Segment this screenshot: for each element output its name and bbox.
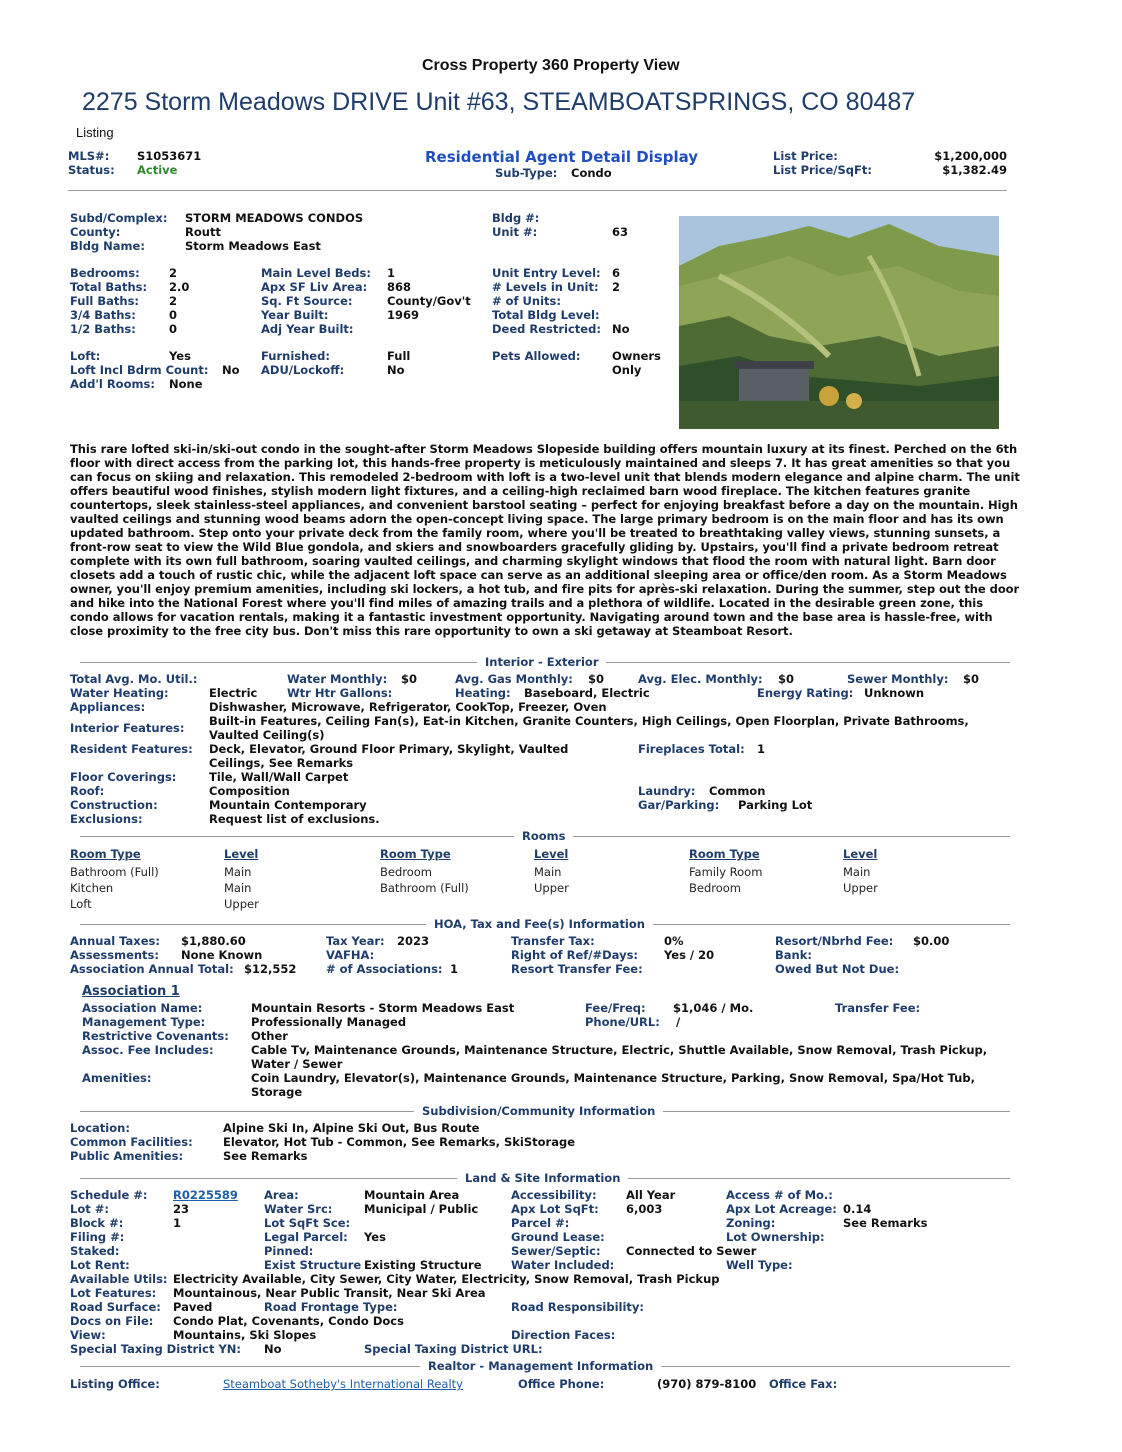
assoc-name-label: Association Name: (82, 1001, 203, 1015)
room-type: Kitchen (70, 881, 114, 895)
bldg-name-value: Storm Meadows East (185, 239, 321, 253)
total-baths-label: Total Baths: (70, 280, 148, 294)
fireplaces-value: 1 (757, 742, 766, 756)
amenities-line1: Coin Laundry, Elevator(s), Maintenance Grounds, Maintenance Structure, Parking, Snow Removal, Spa/Hot Tub, (251, 1071, 975, 1085)
lot-acreage-label: Apx Lot Acreage: (726, 1202, 837, 1216)
vafha-label: VAFHA: (326, 948, 375, 962)
docs-label: Docs on File: (70, 1314, 154, 1328)
heating-label: Heating: (455, 686, 511, 700)
area-label: Area: (264, 1188, 299, 1202)
gas-monthly-value: $0 (588, 672, 605, 686)
pets-value-line1: Owners (612, 349, 661, 363)
view-value: Mountains, Ski Slopes (173, 1328, 317, 1342)
road-surface-label: Road Surface: (70, 1300, 161, 1314)
bedrooms-label: Bedrooms: (70, 266, 140, 280)
accessibility-label: Accessibility: (511, 1188, 597, 1202)
mls-label: MLS#: (68, 149, 110, 163)
room-level: Upper (534, 881, 569, 895)
common-facilities-value: Elevator, Hot Tub - Common, See Remarks, SkiStorage (223, 1135, 576, 1149)
interior-features-line2: Vaulted Ceiling(s) (209, 728, 325, 742)
water-src-label: Water Src: (264, 1202, 333, 1216)
construction-label: Construction: (70, 798, 158, 812)
roof-label: Roof: (70, 784, 105, 798)
office-fax-label: Office Fax: (769, 1377, 838, 1391)
energy-value: Unknown (864, 686, 925, 700)
property-description: This rare lofted ski-in/ski-out condo in the sought-after Storm Meadows Slopeside building offers mountain luxury at its finest. Perched on the 6th floor with direct access from the parking lot, this hands-free property is meticulously maintained and sleeps 7. It has great amenities so that you can focus on skiing and relaxation. This remodeled 2-bedroom with loft is a two-level unit that blends modern elegance and alpine charm. The unit offers beautiful wood finishes, stylish modern light fixtures, and a ceiling-high reclaimed barn wood fireplace. The kitchen features granite countertops, sleek stainless-steel appliances, and convenient barstool seating – perfect for enjoying breakfast before a day on the mountain. High vaulted ceilings and stunning wood beams adorn the open-concept living space. The large primary bedroom is on the main floor and has its own updated bathroom. Step onto your private deck from the family room, where you'll be treated to breathtaking valley views, stunning sunsets, a front-row seat to view the Wild Blue gondola, and skiers and snowboarders gracefully gliding by. Upstairs, you'll find a private bedroom retreat complete with its own full bathroom, soaring vaulted ceilings, and charming skylight windows that flood the room with natural light. Barn door closets add a touch of rustic chic, while the adjacent loft space can serve as an additional sleeping area or office/den room. As a Storm Meadows owner, you'll enjoy premium amenities, including ski lockers, a hot tub, and fire pits for après-ski relaxation. During the summer, step out the door and hike into the National Forest where you'll find miles of amazing trails and a plethora of wildlife. Located in the desirable green zone, this condo allows for vacation rentals, making it a fantastic investment opportunity. Navigating around town and the base area is hassle-free, with close proximity to the free city bus. Don't miss this rare opportunity to own a ski getaway at Steamboat Resort. (70, 442, 1020, 638)
loft-label: Loft: (70, 349, 101, 363)
list-price-label: List Price: (773, 149, 838, 163)
fee-separator: / (721, 1001, 726, 1015)
energy-label: Energy Rating: (757, 686, 854, 700)
ground-lease-label: Ground Lease: (511, 1230, 605, 1244)
accessibility-value: All Year (626, 1188, 676, 1202)
wtr-gallons-label: Wtr Htr Gallons: (287, 686, 393, 700)
fireplaces-label: Fireplaces Total: (638, 742, 745, 756)
room-level: Main (534, 865, 562, 879)
heating-value: Baseboard, Electric (524, 686, 650, 700)
fee-amount: $1,046 (673, 1001, 718, 1015)
util-label: Total Avg. Mo. Util.: (70, 672, 198, 686)
list-price: $1,200,000 (934, 149, 1007, 163)
status-value: Active (137, 163, 178, 177)
fee-includes-line2: Water / Sewer (251, 1057, 343, 1071)
full-baths-value: 2 (169, 294, 178, 308)
floor-value: Tile, Wall/Wall Carpet (209, 770, 349, 784)
listing-office-label: Listing Office: (70, 1377, 160, 1391)
mountain-photo-image (679, 216, 999, 429)
resident-features-line1: Deck, Elevator, Ground Floor Primary, Skylight, Vaulted (209, 742, 569, 756)
room-level: Upper (843, 881, 878, 895)
pinned-label: Pinned: (264, 1244, 314, 1258)
year-built-value: 1969 (387, 308, 420, 322)
water-included-label: Water Included: (511, 1258, 615, 1272)
common-facilities-label: Common Facilities: (70, 1135, 193, 1149)
legal-parcel-value: Yes (364, 1230, 386, 1244)
lot-value: 23 (173, 1202, 190, 1216)
transfer-tax-value: 0% (664, 934, 684, 948)
construction-value: Mountain Contemporary (209, 798, 367, 812)
special-taxing-url-label: Special Taxing District URL: (364, 1342, 543, 1356)
association-title: Association 1 (82, 984, 180, 999)
assoc-phone-value: / (676, 1015, 681, 1029)
sewer-monthly-label: Sewer Monthly: (847, 672, 949, 686)
room-type: Bedroom (689, 881, 742, 895)
room-type-header: Room Type (70, 847, 141, 861)
addl-rooms-label: Add'l Rooms: (70, 377, 155, 391)
office-phone-value: (970) 879-8100 (657, 1377, 757, 1391)
pets-label: Pets Allowed: (492, 349, 581, 363)
room-level: Main (224, 881, 252, 895)
price-sqft-label: List Price/SqFt: (773, 163, 872, 177)
water-monthly-label: Water Monthly: (287, 672, 388, 686)
available-utils-label: Available Utils: (70, 1272, 168, 1286)
gas-monthly-label: Avg. Gas Monthly: (455, 672, 573, 686)
status-label: Status: (68, 163, 115, 177)
block-value: 1 (173, 1216, 182, 1230)
taxes-value: $1,880.60 (181, 934, 246, 948)
laundry-value: Common (709, 784, 766, 798)
covenants-value: Other (251, 1029, 288, 1043)
bedrooms-value: 2 (169, 266, 178, 280)
mgmt-value: Professionally Managed (251, 1015, 407, 1029)
interior-heading: Interior - Exterior (477, 655, 606, 669)
hoa-heading: HOA, Tax and Fee(s) Information (426, 917, 653, 931)
transfer-fee-label: Transfer Fee: (835, 1001, 921, 1015)
assoc-name-value: Mountain Resorts - Storm Meadows East (251, 1001, 515, 1015)
three-quarter-baths-value: 0 (169, 308, 178, 322)
sewer-monthly-value: $0 (963, 672, 980, 686)
view-label: View: (70, 1328, 106, 1342)
road-responsibility-label: Road Responsibility: (511, 1300, 645, 1314)
exclusions-value: Request list of exclusions. (209, 812, 380, 826)
price-sqft: $1,382.49 (942, 163, 1007, 177)
water-monthly-value: $0 (401, 672, 418, 686)
well-type-label: Well Type: (726, 1258, 793, 1272)
half-baths-label: 1/2 Baths: (70, 322, 136, 336)
tax-year-value: 2023 (397, 934, 430, 948)
exist-structure-label: Exist Structure (264, 1258, 362, 1272)
adu-value: No (387, 363, 405, 377)
room-level-header: Level (534, 847, 569, 861)
legal-parcel-label: Legal Parcel: (264, 1230, 348, 1244)
sf-source-label: Sq. Ft Source: (261, 294, 353, 308)
bank-label: Bank: (775, 948, 812, 962)
mgmt-label: Management Type: (82, 1015, 206, 1029)
amenities-label: Amenities: (82, 1071, 152, 1085)
entry-level-value: 6 (612, 266, 621, 280)
appliances-value: Dishwasher, Microwave, Refrigerator, CookTop, Freezer, Oven (209, 700, 607, 714)
garage-label: Gar/Parking: (638, 798, 720, 812)
full-baths-label: Full Baths: (70, 294, 140, 308)
roof-value: Composition (209, 784, 290, 798)
special-taxing-label: Special Taxing District YN: (70, 1342, 241, 1356)
units-label: # of Units: (492, 294, 561, 308)
adj-year-label: Adj Year Built: (261, 322, 354, 336)
assoc-phone-label: Phone/URL: (585, 1015, 660, 1029)
realtor-heading: Realtor - Management Information (420, 1359, 661, 1373)
parcel-label: Parcel #: (511, 1216, 570, 1230)
subtype-label: Sub-Type: (495, 166, 558, 180)
transfer-tax-label: Transfer Tax: (511, 934, 595, 948)
half-baths-value: 0 (169, 322, 178, 336)
zoning-value: See Remarks (843, 1216, 928, 1230)
assessments-label: Assessments: (70, 948, 159, 962)
access-months-label: Access # of Mo.: (726, 1188, 833, 1202)
listing-label: Listing (76, 125, 114, 140)
amenities-line2: Storage (251, 1085, 303, 1099)
elec-monthly-label: Avg. Elec. Monthly: (638, 672, 763, 686)
water-heating-value: Electric (209, 686, 258, 700)
sf-source-value: County/Gov't (387, 294, 471, 308)
loft-bdrm-value: No (222, 363, 240, 377)
adu-label: ADU/Lockoff: (261, 363, 345, 377)
room-type: Bathroom (Full) (380, 881, 469, 895)
room-level-header: Level (224, 847, 259, 861)
taxes-label: Annual Taxes: (70, 934, 160, 948)
rooms-heading: Rooms (514, 829, 573, 843)
garage-value: Parking Lot (738, 798, 813, 812)
owed-label: Owed But Not Due: (775, 962, 900, 976)
furnished-value: Full (387, 349, 411, 363)
laundry-label: Laundry: (638, 784, 696, 798)
tax-year-label: Tax Year: (326, 934, 385, 948)
schedule-label: Schedule #: (70, 1188, 148, 1202)
levels-label: # Levels in Unit: (492, 280, 599, 294)
exist-structure-value: Existing Structure (364, 1258, 482, 1272)
fee-value (673, 1001, 753, 1015)
loft-value: Yes (169, 349, 191, 363)
levels-value: 2 (612, 280, 621, 294)
furnished-label: Furnished: (261, 349, 330, 363)
subd-value: STORM MEADOWS CONDOS (185, 211, 364, 225)
lot-sqft-label: Apx Lot SqFt: (511, 1202, 599, 1216)
year-built-label: Year Built: (261, 308, 329, 322)
mls-number: S1053671 (137, 149, 202, 163)
county-label: County: (70, 225, 121, 239)
room-level: Upper (224, 897, 259, 911)
bldg-name-label: Bldg Name: (70, 239, 145, 253)
room-type-header: Room Type (689, 847, 760, 861)
lot-label: Lot #: (70, 1202, 109, 1216)
num-assoc-label: # of Associations: (326, 962, 443, 976)
fee-label: Fee/Freq: (585, 1001, 646, 1015)
lot-sqft-value: 6,003 (626, 1202, 663, 1216)
report-title: Cross Property 360 Property View (422, 57, 680, 74)
lot-features-label: Lot Features: (70, 1286, 157, 1300)
assessments-value: None Known (181, 948, 263, 962)
sf-value: 868 (387, 280, 412, 294)
location-label: Location: (70, 1121, 130, 1135)
schedule-link[interactable]: R0225589 (173, 1188, 238, 1202)
num-assoc-value: 1 (450, 962, 459, 976)
room-level: Main (224, 865, 252, 879)
display-title: Residential Agent Detail Display (425, 148, 699, 166)
property-address: 2275 Storm Meadows DRIVE Unit #63, STEAMBOATSPRINGS, CO 80487 (82, 88, 916, 116)
lot-features-value: Mountainous, Near Public Transit, Near Ski Area (173, 1286, 486, 1300)
interior-features-label: Interior Features: (70, 721, 185, 735)
exclusions-label: Exclusions: (70, 812, 143, 826)
road-surface-value: Paved (173, 1300, 213, 1314)
public-amenities-value: See Remarks (223, 1149, 308, 1163)
pets-value-line2: Only (612, 363, 642, 377)
public-amenities-label: Public Amenities: (70, 1149, 184, 1163)
appliances-label: Appliances: (70, 700, 146, 714)
room-level-header: Level (843, 847, 878, 861)
elec-monthly-value: $0 (778, 672, 795, 686)
land-heading: Land & Site Information (457, 1171, 628, 1185)
deed-label: Deed Restricted: (492, 322, 601, 336)
special-taxing-value: No (264, 1342, 282, 1356)
lot-rent-label: Lot Rent: (70, 1258, 130, 1272)
resort-fee-value: $0.00 (913, 934, 950, 948)
bldg-no-label: Bldg #: (492, 211, 540, 225)
lot-sqft-source-label: Lot SqFt Sce: (264, 1216, 351, 1230)
docs-value: Condo Plat, Covenants, Condo Docs (173, 1314, 404, 1328)
room-type-header: Room Type (380, 847, 451, 861)
lot-ownership-label: Lot Ownership: (726, 1230, 825, 1244)
location-value: Alpine Ski In, Alpine Ski Out, Bus Route (223, 1121, 480, 1135)
interior-features-line1: Built-in Features, Ceiling Fan(s), Eat-in Kitchen, Granite Counters, High Ceilings, Open Floorplan, Private Bathrooms, (209, 714, 969, 728)
resort-fee-label: Resort/Nbrhd Fee: (775, 934, 894, 948)
room-type: Family Room (689, 865, 763, 879)
fee-includes-label: Assoc. Fee Includes: (82, 1043, 214, 1057)
direction-label: Direction Faces: (511, 1328, 616, 1342)
main-beds-label: Main Level Beds: (261, 266, 371, 280)
three-quarter-baths-label: 3/4 Baths: (70, 308, 136, 322)
property-photo[interactable] (679, 216, 999, 429)
ref-value: Yes / 20 (664, 948, 715, 962)
listing-office-link[interactable]: Steamboat Sotheby's International Realty (223, 1377, 463, 1391)
sf-label: Apx SF Liv Area: (261, 280, 368, 294)
room-level: Main (843, 865, 871, 879)
subdivision-heading: Subdivision/Community Information (414, 1104, 663, 1118)
staked-label: Staked: (70, 1244, 120, 1258)
room-type: Bathroom (Full) (70, 865, 159, 879)
room-type: Bedroom (380, 865, 433, 879)
ref-label: Right of Ref/#Days: (511, 948, 639, 962)
block-label: Block #: (70, 1216, 124, 1230)
sewer-value: Connected to Sewer (626, 1244, 757, 1258)
subd-label: Subd/Complex: (70, 211, 168, 225)
office-phone-label: Office Phone: (518, 1377, 605, 1391)
unit-value: 63 (612, 225, 629, 239)
total-bldg-label: Total Bldg Level: (492, 308, 600, 322)
entry-level-label: Unit Entry Level: (492, 266, 601, 280)
unit-label: Unit #: (492, 225, 538, 239)
available-utils-value: Electricity Available, City Sewer, City Water, Electricity, Snow Removal, Trash Pickup (173, 1272, 720, 1286)
fee-frequency: Mo. (729, 1001, 754, 1015)
road-frontage-label: Road Frontage Type: (264, 1300, 398, 1314)
loft-bdrm-label: Loft Incl Bdrm Count: (70, 363, 209, 377)
fee-includes-line1: Cable Tv, Maintenance Grounds, Maintenance Structure, Electric, Shuttle Available, Snow Removal, Trash Pickup, (251, 1043, 988, 1057)
area-value: Mountain Area (364, 1188, 460, 1202)
assoc-total-label: Association Annual Total: (70, 962, 234, 976)
main-beds-value: 1 (387, 266, 396, 280)
resident-features-line2: Ceilings, See Remarks (209, 756, 354, 770)
summary-divider (68, 190, 1007, 191)
filing-label: Filing #: (70, 1230, 125, 1244)
addl-rooms-value: None (169, 377, 203, 391)
assoc-total-value: $12,552 (244, 962, 297, 976)
floor-label: Floor Coverings: (70, 770, 177, 784)
subtype-value: Condo (571, 166, 612, 180)
total-baths-value: 2.0 (169, 280, 190, 294)
lot-acreage-value: 0.14 (843, 1202, 872, 1216)
room-type: Loft (70, 897, 92, 911)
water-src-value: Municipal / Public (364, 1202, 479, 1216)
water-heating-label: Water Heating: (70, 686, 169, 700)
resort-transfer-label: Resort Transfer Fee: (511, 962, 643, 976)
county-value: Routt (185, 225, 221, 239)
zoning-label: Zoning: (726, 1216, 776, 1230)
deed-value: No (612, 322, 630, 336)
resident-features-label: Resident Features: (70, 742, 193, 756)
covenants-label: Restrictive Covenants: (82, 1029, 229, 1043)
sewer-label: Sewer/Septic: (511, 1244, 601, 1258)
